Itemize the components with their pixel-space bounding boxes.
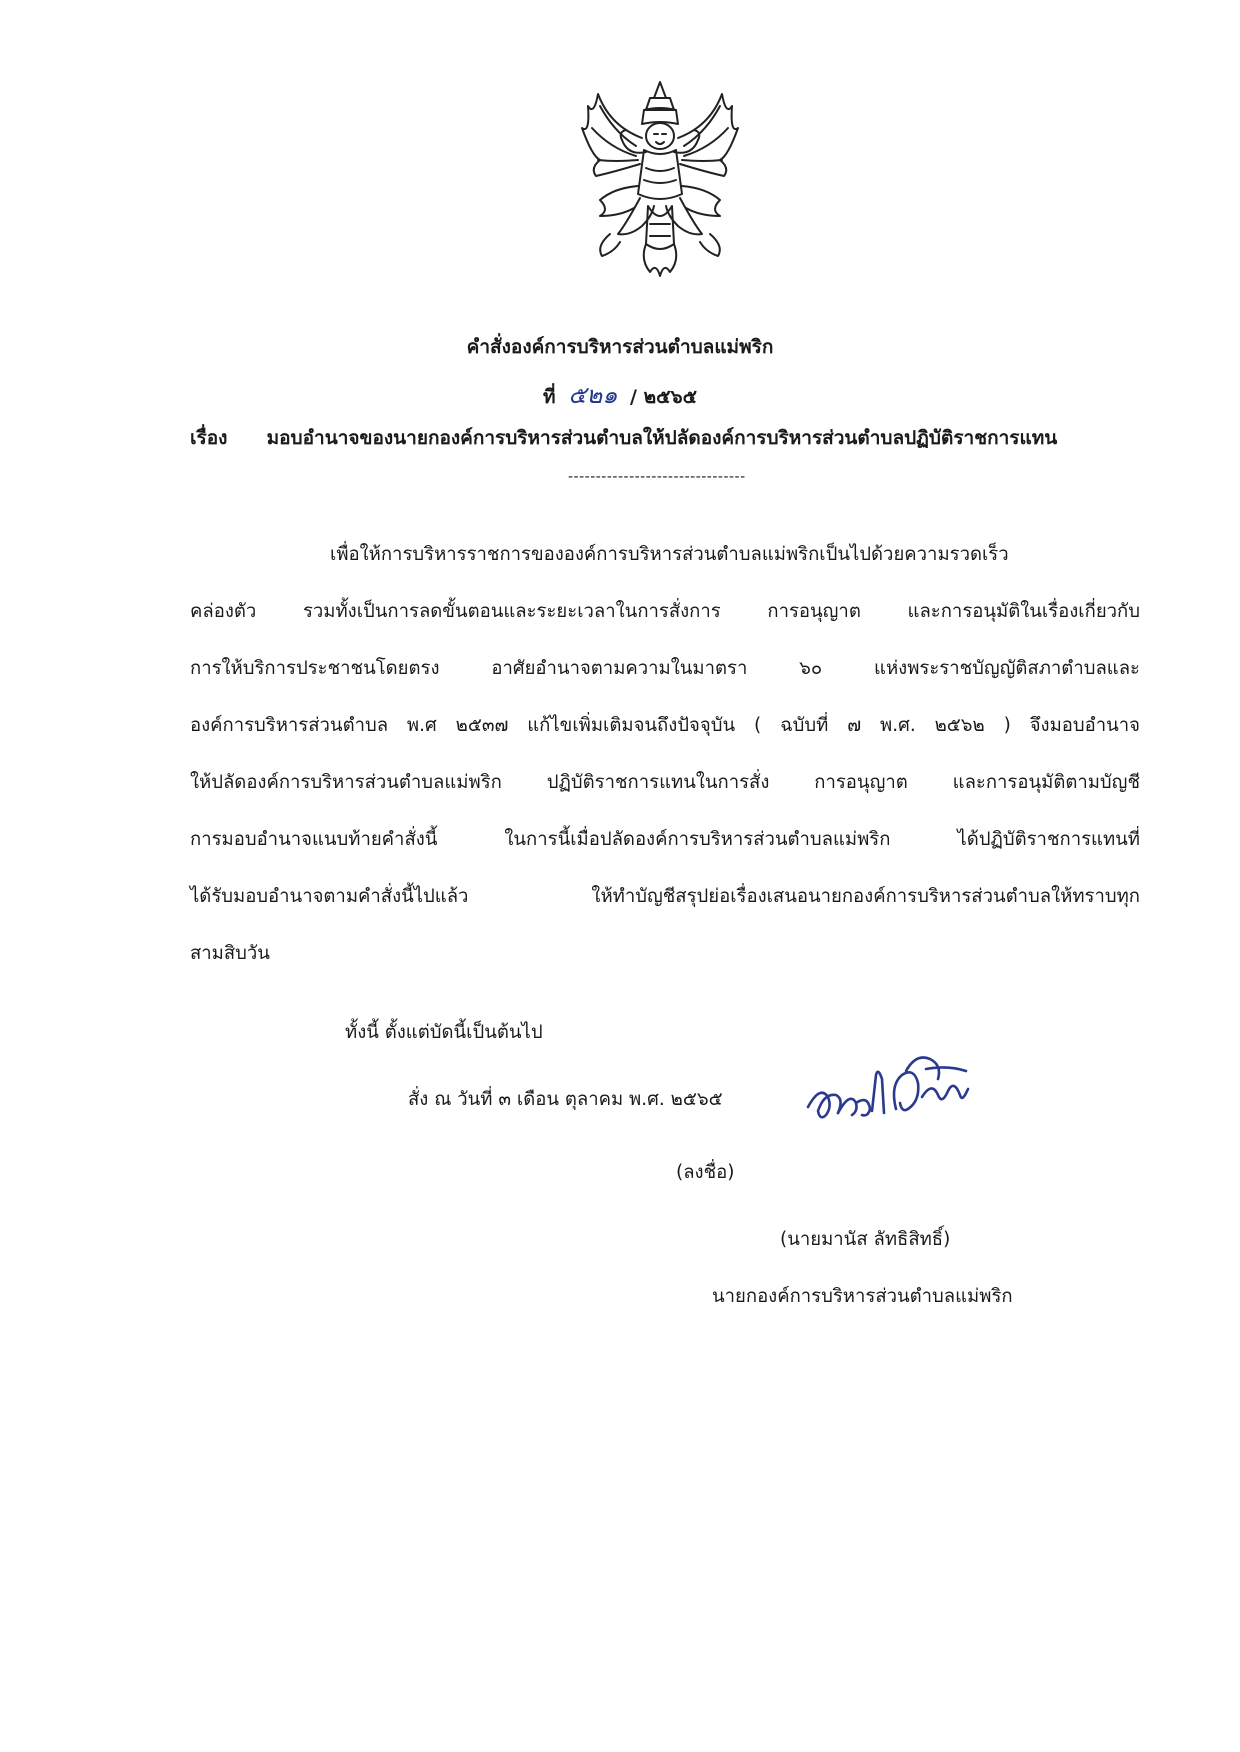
order-number-prefix: ที่ bbox=[543, 386, 556, 408]
signed-label: (ลงชื่อ) bbox=[676, 1162, 735, 1183]
effective-clause: ทั้งนี้ ตั้งแต่บัดนี้เป็นต้นไป bbox=[345, 1022, 543, 1043]
subject-text: มอบอำนาจของนายกองค์การบริหารส่วนตำบลให้ปลัดองค์การบริหารส่วนตำบลปฏิบัติราชการแทน bbox=[266, 427, 1058, 449]
body-line-7: ได้รับมอบอำนาจตามคำสั่งนี้ไปแล้ว ให้ทำบัญชีสรุปย่อเรื่องเสนอนายกองค์การบริหารส่วนตำบลให้ทราบทุก bbox=[190, 886, 1140, 907]
garuda-emblem-icon bbox=[570, 76, 750, 281]
body-line-4: องค์การบริหารส่วนตำบล พ.ศ ๒๕๓๗ แก้ไขเพิ่มเติมจนถึงปัจจุบัน ( ฉบับที่ ๗ พ.ศ. ๒๕๖๒ ) จึงมอบอำนาจ bbox=[190, 715, 1140, 736]
order-number-handwritten: ๕๒๑ bbox=[568, 381, 618, 409]
ordered-date: สั่ง ณ วันที่ ๓ เดือน ตุลาคม พ.ศ. ๒๕๖๕ bbox=[408, 1089, 723, 1110]
signer-position: นายกองค์การบริหารส่วนตำบลแม่พริก bbox=[712, 1286, 1013, 1307]
order-number-year: / ๒๕๖๕ bbox=[630, 386, 697, 408]
order-title: คำสั่งองค์การบริหารส่วนตำบลแม่พริก bbox=[466, 336, 774, 358]
subject-label: เรื่อง bbox=[190, 427, 228, 449]
order-number bbox=[0, 375, 1240, 414]
body-line-8: สามสิบวัน bbox=[190, 943, 270, 964]
signer-name: (นายมานัส ลัทธิสิทธิ์) bbox=[780, 1229, 951, 1250]
body-line-3: การให้บริการประชาชนโดยตรง อาศัยอำนาจตามความในมาตรา ๖๐ แห่งพระราชบัญญัติสภาตำบลและ bbox=[190, 658, 1140, 679]
body-line-1: เพื่อให้การบริหารราชการขององค์การบริหารส่วนตำบลแม่พริกเป็นไปด้วยความรวดเร็ว bbox=[330, 544, 1009, 565]
body-line-6: การมอบอำนาจแนบท้ายคำสั่งนี้ ในการนี้เมื่อปลัดองค์การบริหารส่วนตำบลแม่พริก ได้ปฏิบัติราชการแทนที่ bbox=[190, 829, 1140, 850]
subject-line bbox=[190, 423, 1057, 453]
handwritten-signature-icon bbox=[798, 1045, 973, 1130]
body-line-2: คล่องตัว รวมทั้งเป็นการลดขั้นตอนและระยะเวลาในการสั่งการ การอนุญาต และการอนุมัติในเรื่องเกี่ยวกับ bbox=[190, 601, 1140, 622]
body-line-5: ให้ปลัดองค์การบริหารส่วนตำบลแม่พริก ปฏิบัติราชการแทนในการสั่ง การอนุญาต และการอนุมัติตามบัญชี bbox=[190, 772, 1140, 793]
header-divider: -------------------------------- bbox=[568, 469, 746, 485]
